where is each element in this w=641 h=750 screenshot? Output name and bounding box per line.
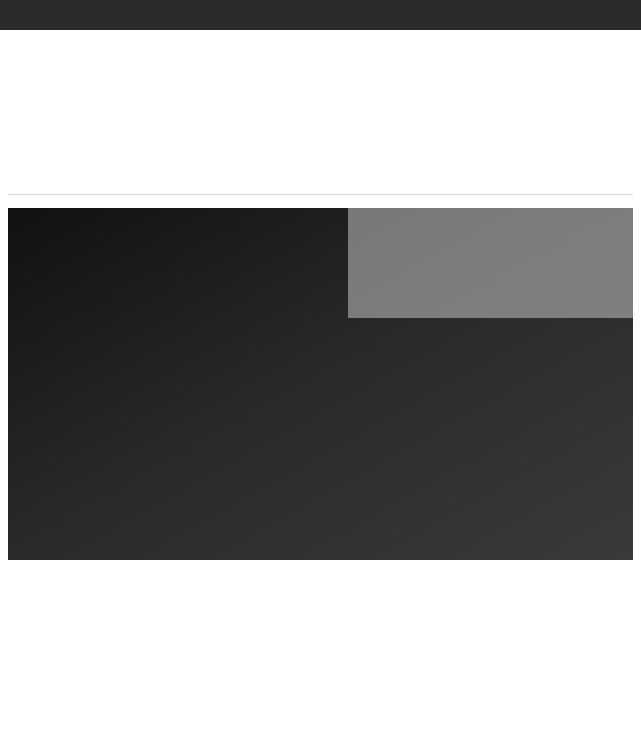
article-photo [8,208,633,560]
divider [8,194,633,195]
side-arrows [596,565,641,725]
top-arrows [100,40,640,82]
top-bar [0,0,641,30]
cable-bundle-photo [8,208,633,560]
